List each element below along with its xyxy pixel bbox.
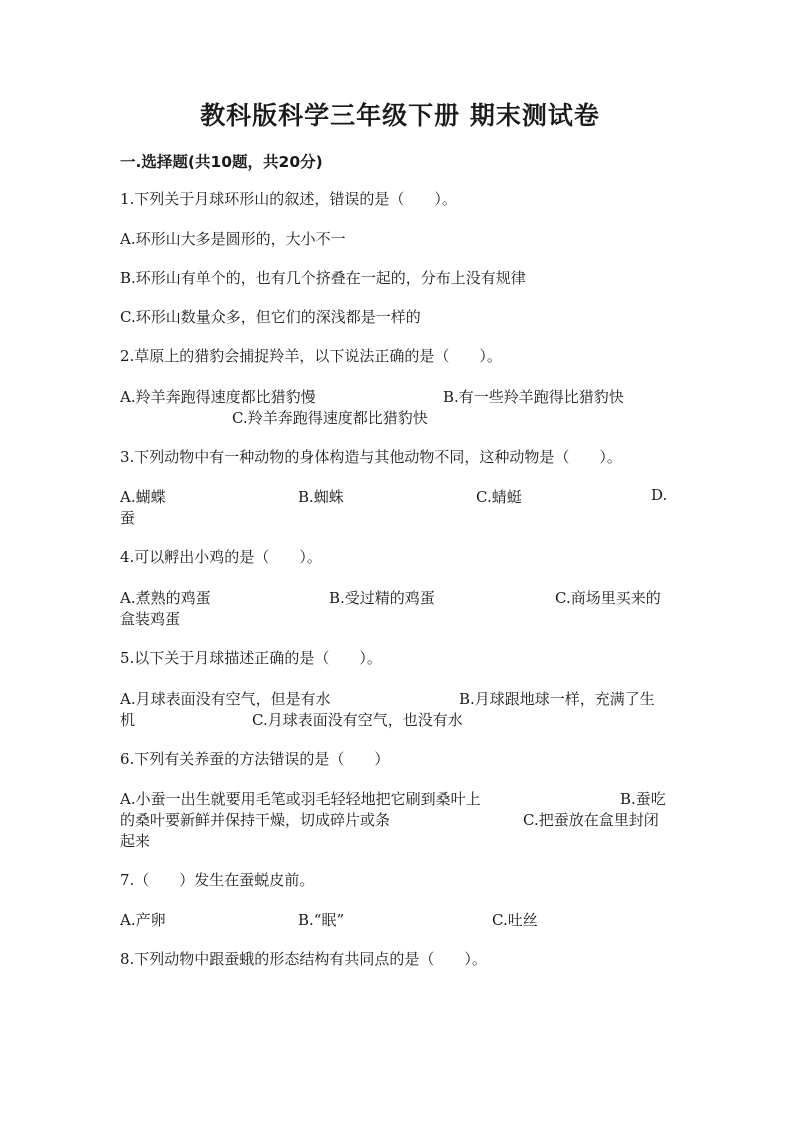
question-5-option-a: A.月球表面没有空气，但是有水 [120, 690, 331, 708]
question-5-option-b-continued: 机 [120, 711, 136, 729]
question-3-option-d-text: 蚕 [120, 509, 136, 527]
question-5-options-row-1 [120, 688, 672, 708]
question-1-option-b: B.环形山有单个的，也有几个挤叠在一起的，分布上没有规律 [120, 269, 526, 287]
question-7-option-b: B.“眠” [298, 911, 345, 929]
question-5-option-c: C.月球表面没有空气，也没有水 [252, 711, 463, 729]
question-4-options-row-2 [120, 608, 672, 628]
section-heading: 一.选择题(共10题，共20分) [120, 153, 323, 171]
question-7-option-a: A.产卵 [120, 911, 166, 929]
question-6-option-c: C.把蚕放在盒里封闭 [523, 811, 659, 829]
question-3-options-row-2 [120, 507, 672, 527]
question-1-option-c: C.环形山数量众多，但它们的深浅都是一样的 [120, 308, 421, 326]
question-6-option-a: A.小蚕一出生就要用毛笔或羽毛轻轻地把它刷到桑叶上 [120, 790, 481, 808]
question-7-stem: 7.（ ）发生在蚕蜕皮前。 [120, 871, 315, 889]
question-3-option-c: C.蜻蜓 [476, 488, 522, 506]
question-4-option-c: C.商场里买来的 [555, 589, 661, 607]
question-2-option-b: B.有一些羚羊跑得比猎豹快 [443, 388, 624, 406]
question-1-option-a: A.环形山大多是圆形的，大小不一 [120, 230, 346, 248]
question-4-stem: 4.可以孵出小鸡的是（ ）。 [120, 548, 322, 566]
question-6-options-row-3 [120, 830, 672, 850]
question-3-stem: 3.下列动物中有一种动物的身体构造与其他动物不同，这种动物是（ ）。 [120, 448, 622, 466]
question-5-option-b: B.月球跟地球一样，充满了生 [459, 690, 655, 708]
question-6-option-b: B.蚕吃 [620, 790, 666, 808]
question-1-stem: 1.下列关于月球环形山的叙述，错误的是（ ）。 [120, 190, 457, 208]
question-4-option-b: B.受过精的鸡蛋 [329, 589, 435, 607]
question-7-options-row [120, 909, 672, 929]
question-5-options-row-2 [120, 709, 672, 729]
question-4-option-a: A.煮熟的鸡蛋 [120, 589, 211, 607]
question-3-option-d-label: D. [651, 486, 668, 504]
question-8-stem: 8.下列动物中跟蚕蛾的形态结构有共同点的是（ ）。 [120, 950, 487, 968]
question-6-options-row-1 [120, 788, 672, 808]
question-2-stem: 2.草原上的猎豹会捕捉羚羊，以下说法正确的是（ ）。 [120, 347, 502, 365]
question-3-option-b: B.蜘蛛 [298, 488, 344, 506]
question-2-options-row-1 [120, 386, 672, 406]
question-2-options-row-2 [120, 407, 672, 427]
question-6-options-row-2 [120, 809, 672, 829]
question-4-option-c-continued: 盒装鸡蛋 [120, 610, 181, 628]
question-2-option-a: A.羚羊奔跑得速度都比猎豹慢 [120, 388, 316, 406]
question-6-option-b-continued: 的桑叶要新鲜并保持干燥，切成碎片或条 [120, 811, 391, 829]
question-2-option-c: C.羚羊奔跑得速度都比猎豹快 [232, 409, 428, 427]
question-5-stem: 5.以下关于月球描述正确的是（ ）。 [120, 649, 382, 667]
question-3-option-a: A.蝴蝶 [120, 488, 166, 506]
question-7-option-c: C.吐丝 [492, 911, 538, 929]
page-title: 教科版科学三年级下册 期末测试卷 [200, 101, 600, 130]
question-6-stem: 6.下列有关养蚕的方法错误的是（ ） [120, 750, 390, 768]
question-3-options-row-1 [120, 486, 672, 506]
question-6-option-c-continued: 起来 [120, 832, 151, 850]
question-4-options-row-1 [120, 587, 672, 607]
